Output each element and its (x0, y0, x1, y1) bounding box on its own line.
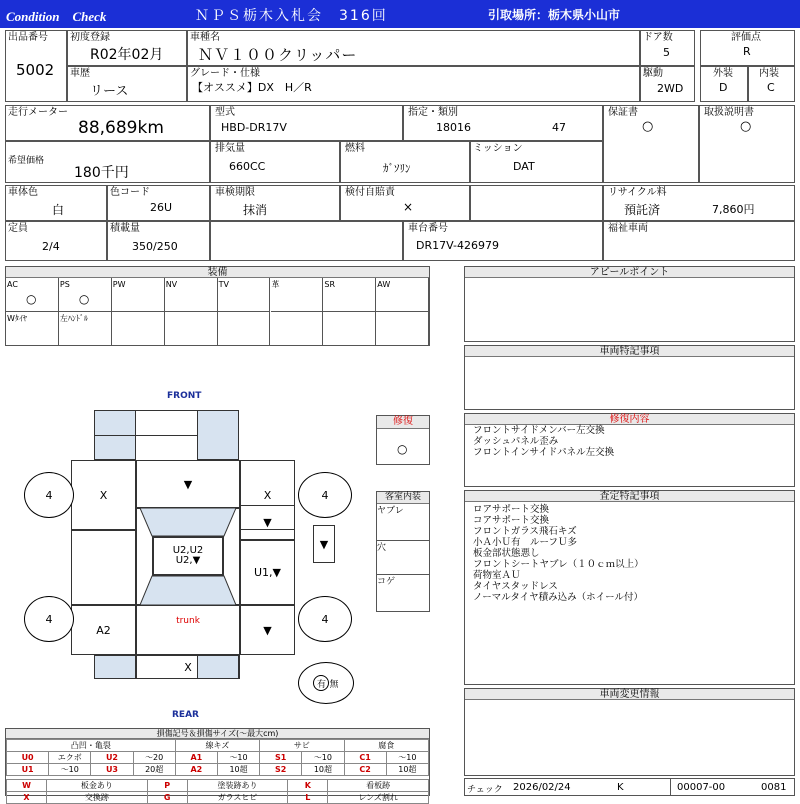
change-panel (464, 688, 795, 776)
inspection-line: タイヤスタッドレス (473, 581, 558, 592)
spec-box (403, 105, 603, 141)
car-diagram (0, 385, 376, 725)
legend-code: S2 (260, 764, 302, 776)
inspection-line: ノーマルタイヤ積み込み（ホイール付） (473, 592, 643, 603)
equip-label: PS (59, 280, 70, 289)
grade-label: グレード・仕様 (190, 68, 260, 79)
inspection-line: 荷物室ＡＵ (473, 570, 521, 581)
drive: 2WD (657, 82, 684, 95)
fuel-box (340, 141, 470, 183)
cabin-row-burn: コゲ (377, 577, 396, 587)
reg-box (67, 30, 187, 66)
model-label: 型式 (215, 107, 235, 118)
lot-number: 5002 (16, 61, 55, 79)
ext: D (719, 81, 728, 94)
check-code: K (617, 782, 624, 793)
equip-label: AW (377, 280, 391, 289)
rear-corner-right (197, 655, 239, 679)
inspection-line: 小Ａ小Ｕ有 ルーフＵ多 (473, 537, 578, 548)
equip-cell2-5 (271, 312, 324, 346)
door-rf-mark: ▼ (263, 516, 272, 529)
score: R (743, 45, 751, 58)
legend-code: K (288, 780, 328, 792)
equipment-title: 装備 (6, 267, 429, 278)
welfare-box (603, 221, 795, 261)
inspect-box (210, 185, 340, 221)
legend-code: W (7, 780, 47, 792)
warranty-box (603, 105, 699, 183)
tire-front-left (24, 472, 74, 518)
front-bumper-right (197, 410, 239, 460)
load-box (107, 221, 210, 261)
inspection-title: 査定特記事項 (465, 491, 794, 502)
reg-date: R02年02月 (90, 47, 164, 63)
side-right (240, 540, 295, 605)
header-left: Condition Check (6, 9, 107, 24)
warranty-label: 保証書 (608, 107, 638, 118)
grade: 【オススメ】DX H／R (192, 81, 312, 94)
history: リース (90, 84, 129, 99)
reg-label: 初度登録 (70, 32, 110, 43)
equip-label-2: Wﾀｲﾔ (7, 314, 27, 323)
body-color: 白 (52, 203, 65, 217)
fuel-label: 燃料 (345, 143, 365, 154)
repair-title: 修復 (377, 416, 429, 429)
header-center: ＮＰＳ栃木入札会 316回 (195, 8, 388, 24)
score-label: 評価点 (731, 32, 761, 43)
check-date: 2026/02/24 (513, 782, 571, 793)
hood-mark: ▼ (183, 477, 193, 491)
doors: 5 (663, 46, 670, 59)
legend-code: U1 (7, 764, 49, 776)
equip-cell2-0 (6, 312, 59, 346)
recycle-box (603, 185, 795, 221)
equip-cell2-6 (323, 312, 376, 346)
legend-head-dent: 凸凹・亀裂 (7, 740, 176, 752)
trunk-label: trunk (176, 616, 200, 626)
roof-center (152, 536, 224, 576)
legend-desc: 〜20 (133, 752, 175, 764)
price: 180千円 (74, 165, 129, 181)
repair-line: ダッシュパネル歪み (473, 436, 559, 447)
spare-tire-slot (313, 525, 335, 563)
spare-none: 無 (329, 679, 339, 690)
manual-box (699, 105, 795, 183)
legend-title: 損傷記号＆損傷サイズ(〜最大cm) (6, 729, 429, 739)
legend-head-scratch: 線キズ (175, 740, 259, 752)
tire-fr-value: 4 (321, 488, 329, 502)
right-mid-mark: U1,▼ (253, 566, 281, 579)
cabin-divider-1 (377, 540, 429, 541)
legend-code: P (147, 780, 187, 792)
damage-legend (5, 728, 430, 802)
cabin-row-tear: ヤブレ (377, 506, 404, 516)
mileage: 88,689km (78, 118, 164, 138)
legend-code: A1 (175, 752, 217, 764)
code-box (107, 185, 210, 221)
fl-mark: X (99, 488, 108, 502)
front-label: FRONT (167, 391, 202, 401)
legend-code: U3 (91, 764, 133, 776)
mileage-label: 走行メーター (8, 107, 68, 118)
legend-body (6, 739, 429, 804)
equip-cell-6 (323, 278, 376, 312)
special-panel (464, 345, 795, 410)
inspection-line: フロントガラス飛石キズ (473, 526, 577, 537)
equip-label: PW (112, 280, 126, 289)
score-box (700, 30, 795, 66)
legend-desc: レンズ割れ (328, 792, 429, 804)
history-box (67, 66, 187, 102)
legend-code: G (147, 792, 187, 804)
int: C (767, 81, 775, 94)
welfare-label: 福祉車両 (608, 223, 648, 234)
code-label: 色コード (110, 187, 150, 198)
equip-label: TV (218, 280, 229, 289)
legend-head-corrosion: 腐食 (344, 740, 429, 752)
mission: DAT (513, 160, 535, 173)
name-box (187, 30, 640, 66)
appeal-panel (464, 266, 795, 342)
spare-tire-indicator (298, 662, 354, 704)
manual: ○ (740, 119, 752, 134)
legend-code: C2 (344, 764, 386, 776)
price-label: 希望価格 (8, 156, 45, 166)
repair-lines (473, 425, 614, 458)
doors-box (640, 30, 695, 66)
repair-line: フロントサイドメンバー左交換 (473, 425, 605, 436)
header-right: 引取場所：栃木県小山市 (488, 8, 621, 22)
header-bar (0, 0, 800, 28)
insurance-label: 検付自賠責 (345, 187, 395, 198)
legend-desc: 10超 (217, 764, 259, 776)
color-box (5, 185, 107, 221)
recycle-amount: 7,860円 (712, 203, 755, 216)
legend-desc: 10超 (386, 764, 428, 776)
capacity-label: 定員 (8, 223, 28, 234)
ext-box (700, 66, 748, 102)
door-left (71, 530, 136, 605)
insurance-ext-box (470, 185, 603, 221)
check-number: 00007-00 (677, 782, 726, 793)
fender-front-left (71, 460, 136, 530)
disp-box (210, 141, 340, 183)
appeal-title: アピールポイント (465, 267, 794, 278)
drive-box (640, 66, 695, 102)
spare-slot-mark: ▼ (319, 537, 329, 551)
disp-label: 排気量 (215, 143, 245, 154)
chassis: DR17V-426979 (416, 239, 499, 252)
equip-cell-5 (271, 278, 324, 312)
equip-label: SR (324, 280, 336, 289)
model-box (210, 105, 403, 141)
tire-rr-value: 4 (321, 612, 329, 626)
spec-2: 47 (552, 121, 566, 134)
fuel: ｶﾞｿﾘﾝ (383, 162, 411, 175)
equip-value: ○ (26, 292, 37, 306)
cabin-row-hole: 穴 (377, 543, 387, 553)
repair-content-title: 修復内容 (465, 414, 794, 425)
legend-desc: 20超 (133, 764, 175, 776)
legend-desc: 10超 (302, 764, 344, 776)
hood (136, 460, 240, 508)
rear-label: REAR (172, 710, 199, 720)
history-label: 車歴 (70, 68, 90, 79)
recycle-label: リサイクル料 (608, 187, 667, 198)
cabin-title: 客室内装 (377, 492, 429, 504)
legend-desc: 〜10 (386, 752, 428, 764)
equip-value: ○ (78, 292, 90, 306)
legend-code: X (7, 792, 47, 804)
int-box (748, 66, 795, 102)
rear-mark: X (184, 660, 192, 674)
legend-code: U0 (7, 752, 49, 764)
equip-label: 革 (271, 280, 280, 289)
equip-cell-2 (112, 278, 165, 312)
legend-desc: 〜10 (302, 752, 344, 764)
drive-label: 駆動 (643, 68, 663, 79)
equip-cell-0 (6, 278, 59, 312)
mileage-box (5, 105, 210, 141)
doors-label: ドア数 (643, 32, 673, 43)
name-label: 車種名 (190, 32, 220, 43)
footer-bar (464, 778, 795, 796)
inspect-label: 車検期限 (215, 187, 255, 198)
int-label: 内装 (759, 68, 779, 79)
repair-content-panel (464, 413, 795, 487)
repair-mark: ○ (397, 442, 408, 456)
legend-desc: 塗装跡あり (187, 780, 288, 792)
spare-has: 有 (313, 675, 329, 691)
inspection-line: コアサポート交換 (473, 515, 550, 526)
price-box (5, 141, 210, 183)
rr-mark: ▼ (263, 623, 272, 637)
lot-box (5, 30, 67, 102)
rear-fender-left (71, 605, 136, 655)
equip-cell2-1 (59, 312, 112, 346)
repair-box (376, 415, 430, 465)
legend-desc: 看板跡 (328, 780, 429, 792)
repair-line: フロントインサイドパネル左交換 (473, 447, 615, 458)
equipment-panel (5, 266, 430, 346)
inspection-line: フロントシートヤブレ（１０ｃｍ以上） (473, 559, 644, 570)
fr-mark: X (263, 488, 272, 502)
equip-cell-7 (376, 278, 429, 312)
cabin-panel (376, 491, 430, 612)
equip-label-2: 左ﾊﾝﾄﾞﾙ (59, 314, 88, 323)
chassis-box (403, 221, 603, 261)
inspection-line: 板金部状態悪し (473, 548, 540, 559)
door-right-front (240, 505, 295, 540)
legend-code: C1 (344, 752, 386, 764)
insurance: × (403, 200, 414, 214)
capacity: 2/4 (42, 240, 60, 253)
color-code: 26U (150, 201, 173, 214)
tire-rear-right (298, 596, 352, 642)
equip-cell-1 (59, 278, 112, 312)
color-label: 車体色 (8, 187, 38, 198)
insurance-box (340, 185, 470, 221)
load: 350/250 (132, 240, 178, 253)
equip-cell2-4 (218, 312, 271, 346)
equip-label: NV (165, 280, 178, 289)
equip-cell2-2 (112, 312, 165, 346)
mission-label: ミッション (473, 143, 523, 154)
inspect: 抹消 (243, 203, 268, 217)
car-name: ＮＶ１００クリッパー (198, 46, 358, 64)
legend-head-rust: サビ (260, 740, 344, 752)
inspection-panel (464, 490, 795, 685)
legend-desc: ガラスヒビ (187, 792, 288, 804)
recycle-status: 預託済 (624, 203, 661, 217)
mission-box (470, 141, 603, 183)
equip-cell2-3 (165, 312, 218, 346)
roof-mark: U2,U2 U2,▼ (172, 545, 204, 566)
tire-fl-value: 4 (45, 488, 53, 502)
lot-label: 出品番号 (8, 32, 48, 43)
footer-divider (670, 779, 671, 795)
blank-box (210, 221, 403, 261)
legend-desc: 板金あり (47, 780, 148, 792)
displacement: 660CC (229, 160, 266, 173)
manual-label: 取扱説明書 (704, 107, 754, 118)
legend-desc: 〜10 (217, 752, 259, 764)
legend-desc: エクボ (49, 752, 91, 764)
check-label: チェック (467, 785, 503, 795)
spec-label: 指定・類別 (408, 107, 458, 118)
trunk-area (136, 605, 240, 655)
spec-1: 18016 (436, 121, 471, 134)
check-number-2: 0081 (761, 782, 787, 793)
equip-label: AC (7, 280, 18, 289)
legend-code: L (288, 792, 328, 804)
special-title: 車両特記事項 (465, 346, 794, 357)
load-label: 積載量 (110, 223, 140, 234)
tire-front-right (298, 472, 352, 518)
change-title: 車両変更情報 (465, 689, 794, 700)
chassis-label: 車台番号 (408, 223, 448, 234)
grade-box (187, 66, 640, 102)
model: HBD-DR17V (221, 121, 287, 134)
capacity-box (5, 221, 107, 261)
legend-desc: 交換跡 (47, 792, 148, 804)
equip-cell2-7 (376, 312, 429, 346)
inspection-lines (473, 504, 644, 603)
inspection-line: ロアサポート交換 (473, 504, 550, 515)
rl-mark: A2 (96, 623, 111, 637)
equip-cell-3 (165, 278, 218, 312)
legend-code: S1 (260, 752, 302, 764)
tire-rear-left (24, 596, 74, 642)
equip-cell-4 (218, 278, 271, 312)
ext-label: 外装 (713, 68, 733, 79)
legend-code: U2 (91, 752, 133, 764)
cabin-divider-2 (377, 574, 429, 575)
legend-desc: 〜10 (49, 764, 91, 776)
rear-corner-left (94, 655, 136, 679)
warranty: ○ (642, 119, 654, 134)
tire-rl-value: 4 (45, 612, 53, 626)
legend-code: A2 (175, 764, 217, 776)
rear-fender-right (240, 605, 295, 655)
